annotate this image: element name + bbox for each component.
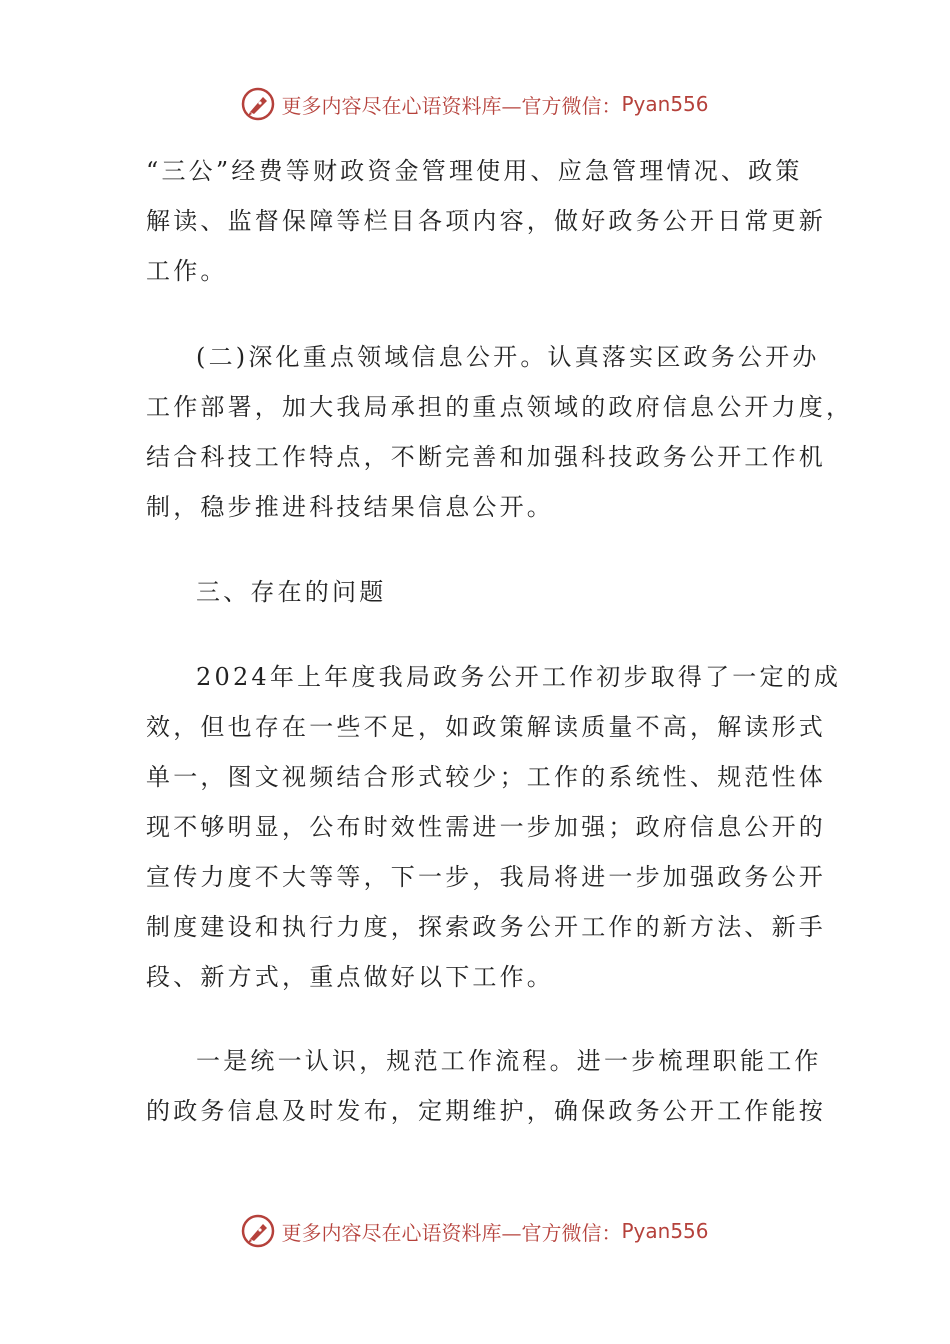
- text-line: 一是统一认识，规范工作流程。进一步梳理职能工作: [196, 1047, 822, 1075]
- text-line: 工作部署，加大我局承担的重点领域的政府信息公开力度，: [146, 393, 854, 421]
- pen-nib-icon: [241, 1214, 275, 1248]
- text-line: 解读、监督保障等栏目各项内容，做好政务公开日常更新: [146, 207, 826, 235]
- text-line: 效，但也存在一些不足，如政策解读质量不高，解读形式: [146, 713, 826, 741]
- banner-text: 更多内容尽在心语资料库—官方微信：: [281, 1220, 622, 1245]
- text-line: 的政务信息及时发布，定期维护，确保政务公开工作能按: [146, 1097, 826, 1125]
- wechat-id: Pyan556: [621, 92, 709, 116]
- footer-banner: [0, 1211, 950, 1251]
- text-line: 段、新方式，重点做好以下工作。: [146, 963, 554, 991]
- text-line: 宣传力度不大等等，下一步，我局将进一步加强政务公开: [146, 863, 826, 891]
- text-line: 单一，图文视频结合形式较少；工作的系统性、规范性体: [146, 763, 826, 791]
- text-line: 2024年上年度我局政务公开工作初步取得了一定的成: [196, 663, 842, 691]
- header-banner: [0, 84, 950, 124]
- text-line: “三公”经费等财政资金管理使用、应急管理情况、政策: [146, 157, 803, 185]
- banner-text: 更多内容尽在心语资料库—官方微信：: [281, 93, 622, 118]
- text-line: 结合科技工作特点，不断完善和加强科技政务公开工作机: [146, 443, 826, 471]
- pen-nib-icon: [241, 87, 275, 121]
- section-heading: 三、存在的问题: [196, 578, 387, 606]
- text-line: 制度建设和执行力度，探索政务公开工作的新方法、新手: [146, 913, 826, 941]
- wechat-id: Pyan556: [621, 1219, 709, 1243]
- text-line: (二)深化重点领域信息公开。认真落实区政务公开办: [196, 343, 820, 371]
- text-line: 现不够明显，公布时效性需进一步加强；政府信息公开的: [146, 813, 826, 841]
- text-line: 制，稳步推进科技结果信息公开。: [146, 493, 554, 521]
- text-line: 工作。: [146, 257, 228, 285]
